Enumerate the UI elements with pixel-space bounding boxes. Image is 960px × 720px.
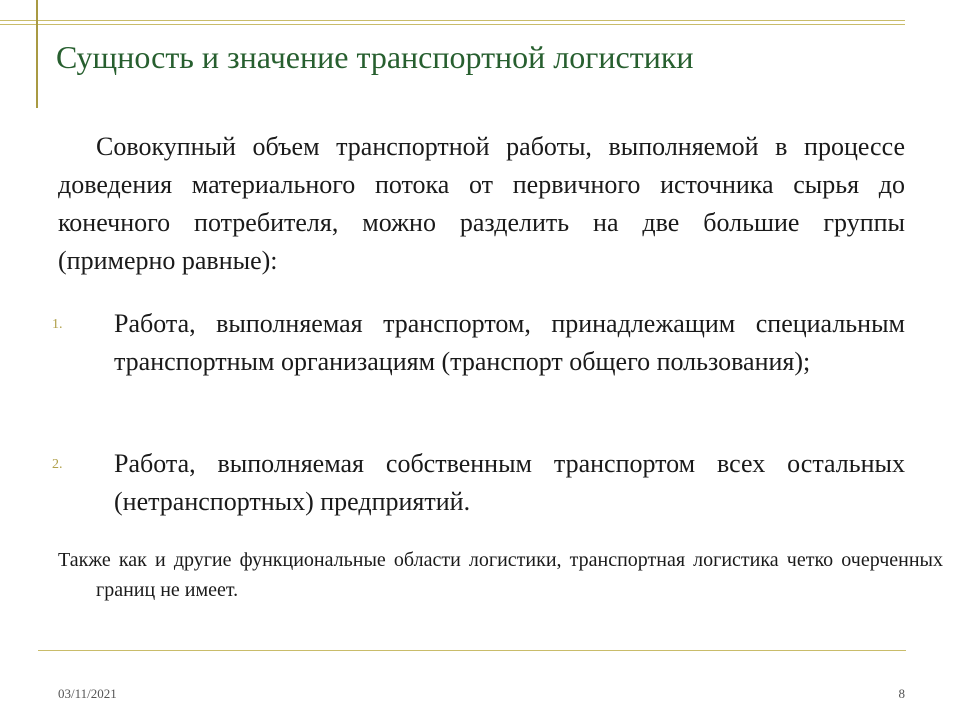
list-item-2	[52, 445, 905, 521]
list-text-2: Работа, выполняемая собственным транспортом всех остальных (нетранспортных) предприятий.	[114, 449, 905, 516]
bottom-decorative-rule	[38, 650, 906, 651]
footer-date: 03/11/2021	[58, 686, 117, 701]
list-text-1: Работа, выполняемая транспортом, принадлежащим специальным транспортным организациям (транспорт общего пользования);	[114, 309, 905, 376]
footer-page-number: 8	[898, 686, 905, 701]
list-item-1	[52, 305, 905, 381]
list-number-2: 2.	[52, 457, 63, 472]
slide-title: Сущность и значение транспортной логистики	[56, 39, 694, 75]
closing-paragraph: Также как и другие функциональные области логистики, транспортная логистика четко очерченных границ не имеет.	[58, 549, 943, 601]
list-number-1: 1.	[52, 317, 63, 332]
intro-paragraph: Совокупный объем транспортной работы, выполняемой в процессе доведения материального потока от первичного источника сырья до конечного потребителя, можно разделить на две большие группы (примерно равные):	[58, 132, 905, 275]
